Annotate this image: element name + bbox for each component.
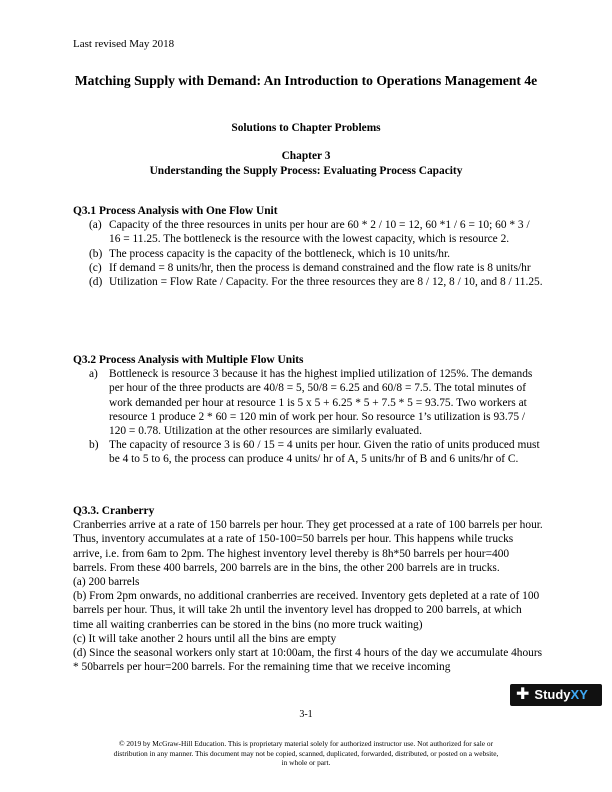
- list-item-text: The capacity of resource 3 is 60 / 15 = 4 units per hour. Given the ratio of units produced must be 4 to 5 to 6, the process can produce 4 units/ hr of A, 5 units/hr of B and 6 units/hr of C.: [109, 439, 540, 466]
- section-q3-1: [73, 204, 543, 289]
- book-title: Matching Supply with Demand: An Introduction to Operations Management 4e: [74, 73, 538, 88]
- paragraph: (d) Since the seasonal workers only start at 10:00am, the first 4 hours of the day we accumulate 4hours * 50barrels per hour=200 barrels. For the remaining time that we receive incoming: [73, 647, 543, 674]
- list-item: [73, 275, 543, 289]
- list-item-text: The process capacity is the capacity of the bottleneck, which is 10 units/hr.: [109, 247, 450, 260]
- list-item: [73, 367, 543, 438]
- list-marker: (b): [89, 247, 103, 260]
- list-marker: (c): [89, 261, 102, 274]
- section-q3-2: [73, 353, 543, 467]
- list-item-text: Utilization = Flow Rate / Capacity. For the three resources they are 8 / 12, 8 / 10, and 8 / 11.25.: [109, 276, 543, 289]
- paragraph: (c) It will take another 2 hours until all the bins are empty: [73, 632, 337, 645]
- list-item: [73, 261, 543, 275]
- paragraph: Cranberries arrive at a rate of 150 barrels per hour. They get processed at a rate of 100 barrels per hour. Thus, inventory accumulates at a rate of 150-100=50 barrels per hour. This happens while trucks arrive, i.e. from 6am to 2pm. The highest inventory level thereby is 8h*50 barrels per hour=400 barrels. From these 400 barrels, 200 barrels are in the bins, the other 200 barrels are in trucks.: [73, 519, 543, 574]
- copyright-footer: © 2019 by McGraw-Hill Education. This is proprietary material solely for authorized instructor use. Not authorized for sale or distribution in any manner. This document may not be copied, scanned, duplicated, forwarded, distributed, or posted on a website, in whole or part.: [113, 739, 499, 768]
- chapter-heading: [73, 149, 539, 178]
- chapter-title: Understanding the Supply Process: Evaluating Process Capacity: [149, 164, 463, 177]
- page-number: 3-1: [299, 709, 313, 720]
- list-item-text: Bottleneck is resource 3 because it has the highest implied utilization of 125%. The demands per hour of the three products are 40/8 = 5, 50/8 = 6.25 and 60/8 = 7.5. The total minutes of work demanded per hour at resource 1 is 5 x 5 + 6.25 * 5 + 7.5 * 5 = 93.75. Two workers at resource 1 produce 2 * 60 = 120 min of work per hour. So resource 1’s utilization is 93.75 / 120 = 0.78. Utilization at the other resources are similarly evaluated.: [109, 368, 533, 438]
- section-q3-3: [73, 504, 543, 674]
- paragraph: (b) From 2pm onwards, no additional cranberries are received. Inventory gets depleted at a rate of 100 barrels per hour. Thus, it will take 2h until the inventory level has dropped to 200 barrels, at which time all waiting cranberries can be stored in the bins (no more truck waiting): [73, 590, 540, 631]
- plus-icon: ✚: [516, 686, 530, 703]
- list-item-text: Capacity of the three resources in units per hour are 60 * 2 / 10 = 12, 60 *1 / 6 = 10; 60 * 3 / 16 = 11.25. The bottleneck is the resource with the lowest capacity, which is resource 2.: [109, 219, 530, 246]
- revision-date: Last revised May 2018: [73, 38, 175, 50]
- badge-brand-accent: XY: [570, 686, 588, 702]
- section-heading: Q3.1 Process Analysis with One Flow Unit: [73, 205, 278, 217]
- list-marker: (d): [89, 276, 103, 289]
- list-item: [73, 247, 543, 261]
- section-heading: Q3.3. Cranberry: [73, 505, 155, 517]
- list-marker: a): [89, 368, 98, 381]
- section-heading: Q3.2 Process Analysis with Multiple Flow Units: [73, 354, 304, 366]
- list-item: [73, 438, 543, 466]
- document-subtitle: Solutions to Chapter Problems: [231, 122, 381, 134]
- studyxy-badge[interactable]: [510, 684, 602, 706]
- chapter-number: Chapter 3: [281, 150, 331, 162]
- list-marker: (a): [89, 219, 102, 232]
- badge-brand-main: Study: [534, 686, 571, 702]
- list-item-text: If demand = 8 units/hr, then the process is demand constrained and the flow rate is 8 units/hr: [109, 261, 531, 274]
- list-item: [73, 218, 543, 246]
- badge-brand: [534, 688, 587, 702]
- list-marker: b): [89, 439, 99, 452]
- paragraph: (a) 200 barrels: [73, 576, 140, 589]
